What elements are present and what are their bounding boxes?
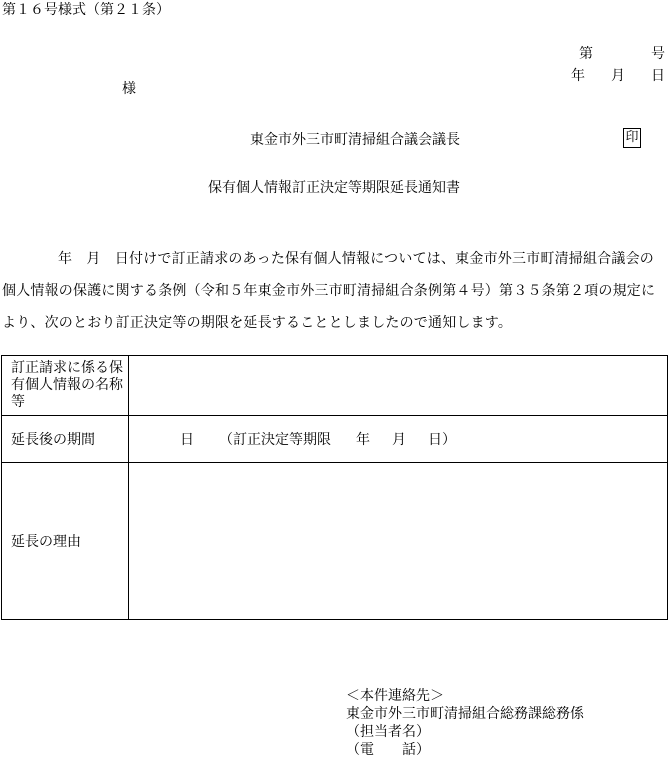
period-deadline: （訂正決定等期限	[219, 432, 331, 448]
period-month: 月	[392, 432, 406, 448]
notice-paragraph: 年 月 日付けで訂正請求のあった保有個人情報については、東金市外三市町清掃組合議会の個人情報の保護に関する条例（令和５年東金市外三市町清掃組合条例第４号）第３５条第２項の規定により、次のとおり訂正決定等の期限を延長することとしましたので通知します。	[2, 251, 656, 331]
table-row-reason	[2, 463, 668, 620]
reason-value	[129, 463, 668, 620]
reason-label: 延長の理由	[2, 463, 129, 620]
period-day: 日	[180, 432, 194, 448]
document-number-suffix: 号	[651, 46, 665, 62]
period-day-close: 日）	[428, 432, 456, 448]
contact-person: （担当者名）	[346, 724, 430, 740]
document-number-prefix: 第	[579, 46, 593, 62]
form-number: 第１６号様式（第２１条）	[2, 2, 170, 18]
period-year: 年	[356, 432, 370, 448]
document-number	[579, 47, 665, 61]
seal-box: 印	[623, 128, 641, 148]
document-date	[571, 69, 665, 83]
contact-block	[346, 688, 584, 760]
period-label: 延長後の期間	[2, 416, 129, 463]
name-value	[129, 356, 668, 416]
period-value	[129, 416, 668, 463]
contact-heading: ＜本件連絡先＞	[346, 688, 444, 704]
name-label: 訂正請求に係る保有個人情報の名称等	[2, 356, 129, 416]
contact-phone: （電 話）	[346, 742, 430, 758]
date-month: 月	[611, 68, 625, 84]
sender-name: 東金市外三市町清掃組合議会議長	[250, 132, 460, 148]
addressee-honorific: 様	[122, 81, 136, 97]
document-title: 保有個人情報訂正決定等期限延長通知書	[208, 180, 460, 196]
date-year: 年	[571, 68, 585, 84]
table-row-name	[2, 356, 668, 416]
table-row-period	[2, 416, 668, 463]
notice-table	[1, 355, 668, 620]
contact-department: 東金市外三市町清掃組合総務課総務係	[346, 706, 584, 722]
date-day: 日	[651, 68, 665, 84]
